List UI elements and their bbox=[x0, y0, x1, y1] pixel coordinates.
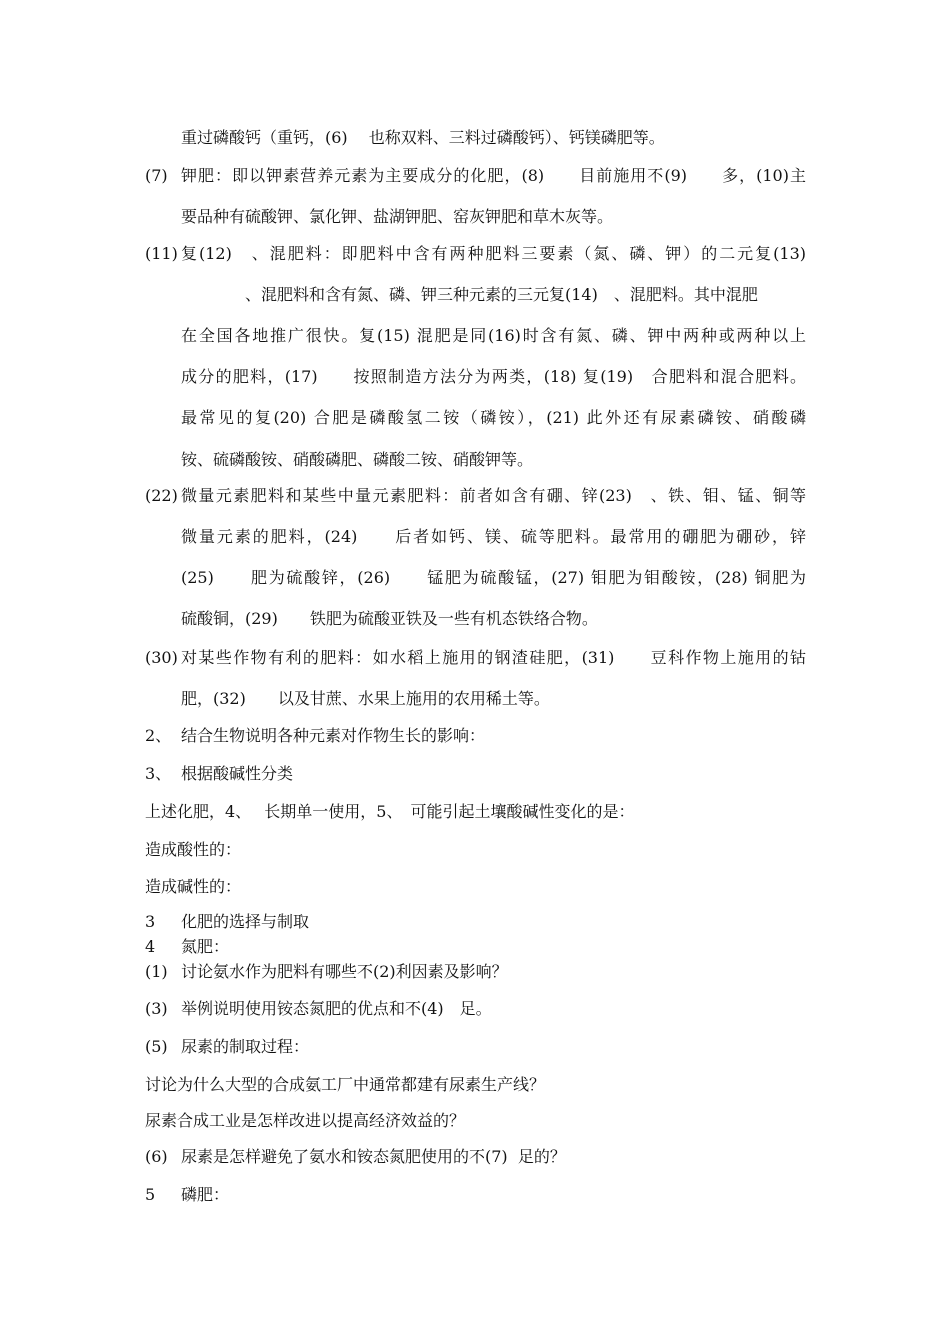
text-line: 举例说明使用铵态氮肥的优点和不(4) 足。 bbox=[181, 999, 492, 1018]
item-number: 5 bbox=[145, 1185, 156, 1204]
item-number: (22) bbox=[145, 486, 178, 505]
item-number: 4 bbox=[145, 937, 156, 956]
text-line: 微量元素肥料和某些中量元素肥料：前者如含有硼、锌(23) 、铁、钼、锰、铜等 bbox=[181, 486, 806, 505]
item-number: 3、 bbox=[145, 764, 172, 783]
text-line: 对某些作物有利的肥料：如水稻上施用的钢渣硅肥，(31) 豆科作物上施用的钴 bbox=[181, 648, 806, 667]
text-line: 造成碱性的： bbox=[145, 877, 242, 896]
section-heading: 氮肥： bbox=[181, 937, 230, 956]
text-line: 铵、硫磷酸铵、硝酸磷肥、磷酸二铵、硝酸钾等。 bbox=[181, 450, 534, 469]
item-number: (6) bbox=[145, 1147, 168, 1166]
section-heading: 化肥的选择与制取 bbox=[181, 912, 310, 931]
item-number: (5) bbox=[145, 1037, 168, 1056]
text-line: 硫酸铜，(29) 铁肥为硫酸亚铁及一些有机态铁络合物。 bbox=[181, 609, 598, 628]
text-line: 、混肥料和含有氮、磷、钾三种元素的三元复(14) 、混肥料。其中混肥 bbox=[245, 285, 758, 304]
text-line: 最常见的复(20) 合肥是磷酸氢二铵（磷铵），(21) 此外还有尿素磷铵、硝酸磷 bbox=[181, 408, 806, 427]
text-line: 讨论为什么大型的合成氨工厂中通常都建有尿素生产线？ bbox=[145, 1075, 546, 1094]
text-line: 尿素合成工业是怎样改进以提高经济效益的？ bbox=[145, 1111, 466, 1130]
text-line: 重过磷酸钙（重钙，(6) 也称双料、三料过磷酸钙）、钙镁磷肥等。 bbox=[181, 128, 665, 147]
text-line: 复(12) 、混肥料：即肥料中含有两种肥料三要素（氮、磷、钾）的二元复(13) bbox=[181, 244, 806, 263]
text-line: 讨论氨水作为肥料有哪些不(2)利因素及影响？ bbox=[181, 962, 508, 981]
text-line: 尿素的制取过程： bbox=[181, 1037, 310, 1056]
text-line: 结合生物说明各种元素对作物生长的影响： bbox=[181, 726, 486, 745]
section-heading: 磷肥： bbox=[181, 1185, 230, 1204]
item-number: (7) bbox=[145, 166, 168, 185]
text-line: 钾肥：即以钾素营养元素为主要成分的化肥，(8) 目前施用不(9) 多，(10)主 bbox=[181, 166, 806, 185]
item-number: 3 bbox=[145, 912, 156, 931]
text-line: 要品种有硫酸钾、氯化钾、盐湖钾肥、窑灰钾肥和草木灰等。 bbox=[181, 207, 614, 226]
text-line: (25) 肥为硫酸锌，(26) 锰肥为硫酸锰，(27) 钼肥为钼酸铵，(28) 铜肥为 bbox=[181, 568, 806, 587]
text-line: 肥，(32) 以及甘蔗、水果上施用的农用稀土等。 bbox=[181, 689, 550, 708]
item-number: (11) bbox=[145, 244, 178, 263]
text-line: 在全国各地推广很快。复(15) 混肥是同(16)时含有氮、磷、钾中两种或两种以上 bbox=[181, 326, 806, 345]
item-number: (3) bbox=[145, 999, 168, 1018]
text-line: 成分的肥料，(17) 按照制造方法分为两类，(18) 复(19) 合肥料和混合肥料。 bbox=[181, 367, 806, 386]
text-line: 微量元素的肥料，(24) 后者如钙、镁、硫等肥料。最常用的硼肥为硼砂，锌 bbox=[181, 527, 806, 546]
text-line: 尿素是怎样避免了氨水和铵态氮肥使用的不(7) 足的？ bbox=[181, 1147, 566, 1166]
text-line: 上述化肥，4、 长期单一使用，5、 可能引起土壤酸碱性变化的是： bbox=[145, 802, 635, 821]
item-number: (30) bbox=[145, 648, 178, 667]
text-line: 根据酸碱性分类 bbox=[181, 764, 294, 783]
text-line: 造成酸性的： bbox=[145, 840, 242, 859]
item-number: (1) bbox=[145, 962, 168, 981]
item-number: 2、 bbox=[145, 726, 172, 745]
